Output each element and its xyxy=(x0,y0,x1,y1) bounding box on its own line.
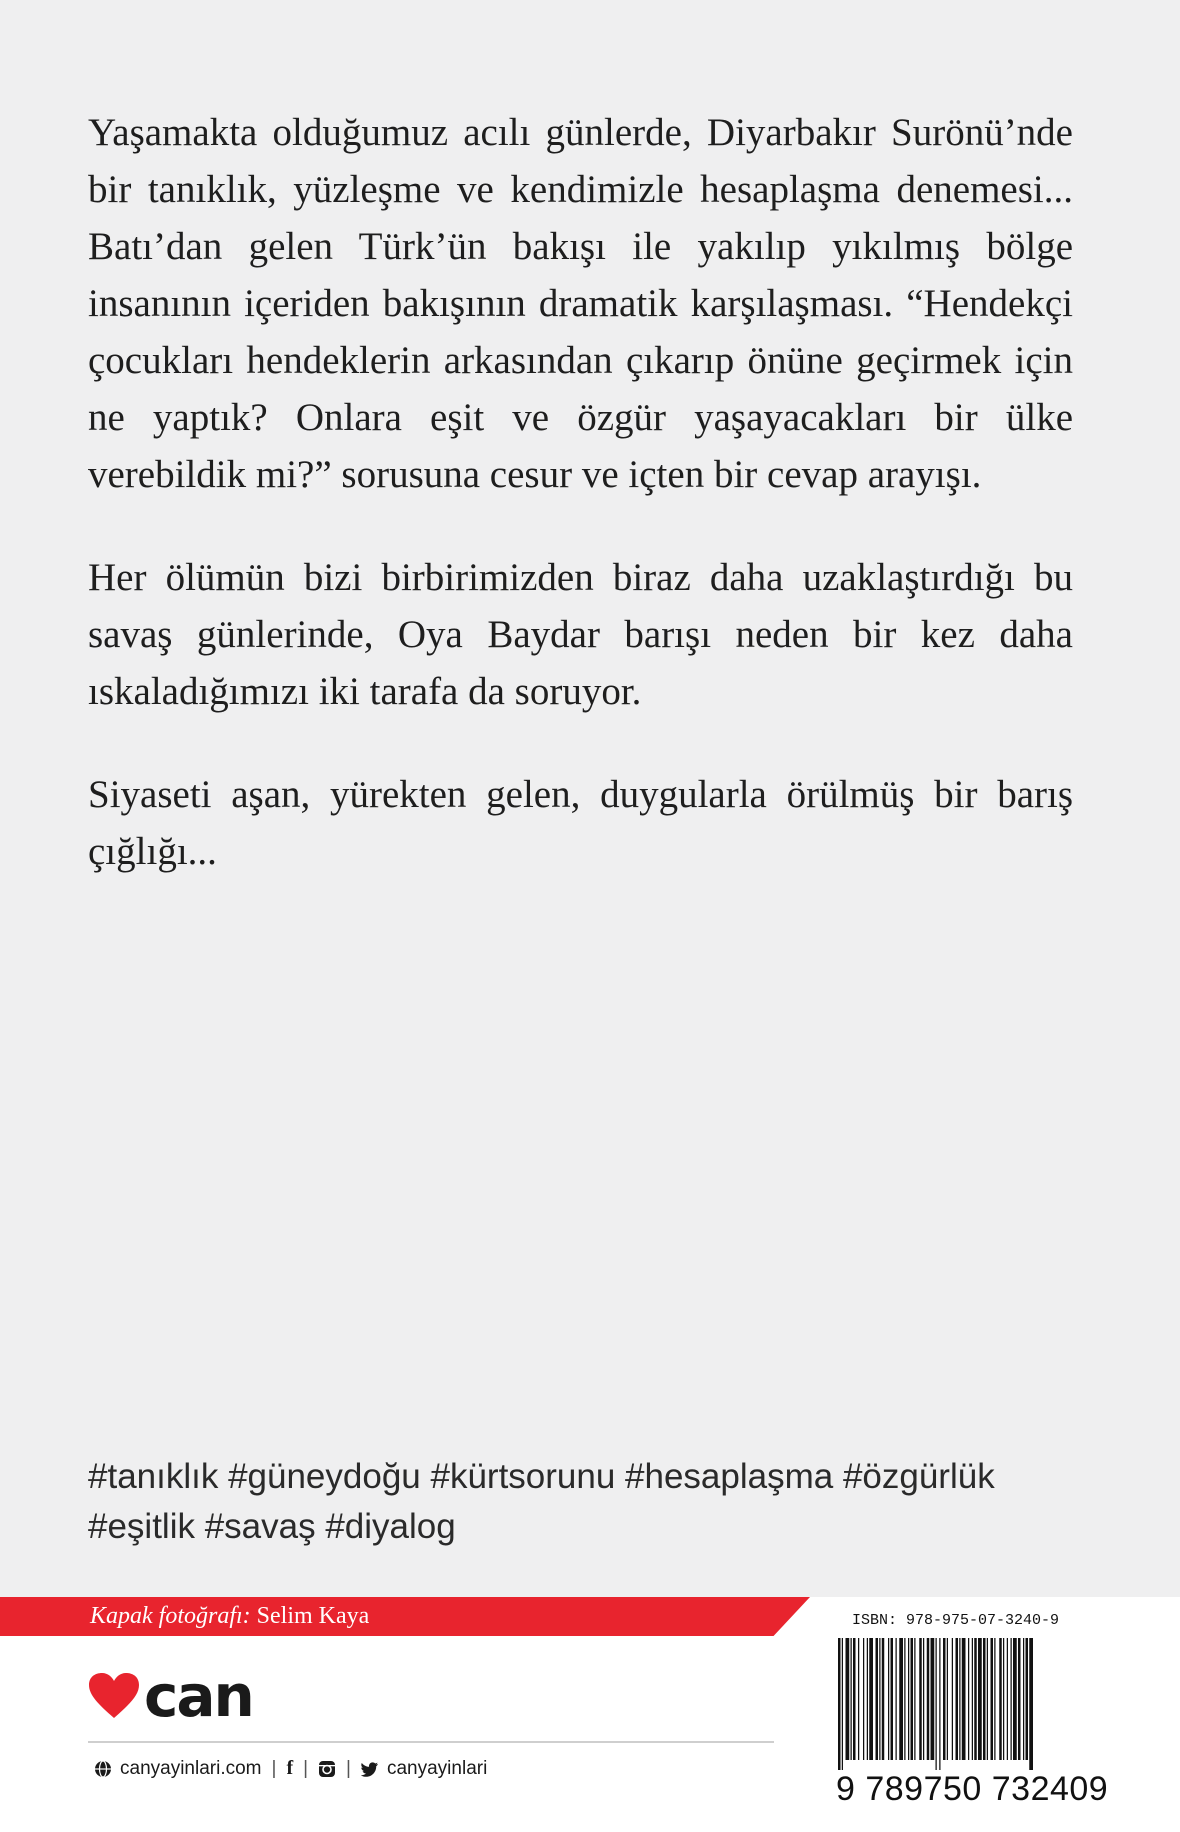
barcode-bar xyxy=(891,1638,894,1760)
barcode-bar xyxy=(869,1638,873,1760)
footer-divider xyxy=(88,1741,774,1743)
barcode-bar xyxy=(899,1638,903,1760)
blurb-paragraph-2: Her ölümün bizi birbirimizden biraz daha uzaklaştırdığı bu savaş günlerinde, Oya Baydar barışı neden bir kez daha ıskaladığımızı iki tarafa da soruyor. xyxy=(88,556,1073,713)
barcode-bar xyxy=(882,1638,885,1760)
barcode-bar xyxy=(842,1638,843,1770)
barcode-bar xyxy=(1011,1638,1012,1760)
barcode-bar xyxy=(879,1638,880,1760)
barcode-bar xyxy=(923,1638,924,1760)
barcode-bar xyxy=(876,1638,879,1760)
publisher-logo xyxy=(88,1662,253,1730)
globe-icon xyxy=(94,1760,112,1778)
barcode-bar xyxy=(972,1638,973,1760)
barcode-bar xyxy=(987,1638,988,1760)
barcode-bar xyxy=(959,1638,960,1760)
barcode-bar xyxy=(1018,1638,1021,1760)
barcode-bar xyxy=(1023,1638,1024,1760)
photo-credit-label: Kapak fotoğrafı: xyxy=(90,1603,251,1629)
barcode-bar xyxy=(914,1638,915,1760)
barcode-bar xyxy=(851,1638,852,1760)
barcode-bars xyxy=(836,1638,1100,1770)
barcode-bar xyxy=(947,1638,948,1760)
isbn-label: ISBN: 978-975-07-3240-9 xyxy=(852,1612,1060,1629)
barcode-bar xyxy=(999,1638,1002,1760)
barcode-bar xyxy=(1029,1638,1033,1770)
heart-icon xyxy=(88,1672,140,1720)
facebook-icon[interactable]: f xyxy=(286,1757,294,1779)
barcode-bar xyxy=(863,1638,864,1760)
barcode-bar xyxy=(838,1638,841,1770)
twitter-handle[interactable]: canyayinlari xyxy=(386,1757,488,1779)
barcode-bar xyxy=(1013,1638,1017,1760)
barcode-bar xyxy=(936,1638,937,1770)
barcode-bar xyxy=(1003,1638,1004,1760)
barcode-bar xyxy=(978,1638,982,1760)
publisher-logo-text: can xyxy=(144,1662,253,1730)
barcode-bar xyxy=(846,1638,850,1760)
barcode-bar xyxy=(908,1638,909,1760)
barcode-bar xyxy=(1026,1638,1029,1760)
hashtag-list xyxy=(88,1452,1073,1552)
barcode-bar xyxy=(904,1638,905,1760)
barcode-bar xyxy=(974,1638,977,1760)
barcode-bar xyxy=(991,1638,994,1760)
barcode-bar xyxy=(858,1638,859,1760)
photo-credit xyxy=(90,1603,369,1630)
barcode-bar xyxy=(956,1638,959,1760)
barcode-bar xyxy=(952,1638,953,1760)
photo-credit-name: Selim Kaya xyxy=(256,1603,370,1629)
back-cover-blurb xyxy=(88,104,1073,926)
separator: | xyxy=(303,1757,309,1779)
barcode-bar xyxy=(983,1638,986,1760)
hashtag-line-1: #tanıklık #güneydoğu #kürtsorunu #hesaplaşma #özgürlük xyxy=(88,1457,995,1496)
barcode-bar xyxy=(939,1638,940,1770)
barcode-bar xyxy=(968,1638,969,1760)
publisher-links xyxy=(94,1757,487,1780)
website-link[interactable]: canyayinlari.com xyxy=(120,1757,262,1779)
barcode-bar xyxy=(994,1638,995,1760)
instagram-icon[interactable] xyxy=(318,1760,336,1778)
barcode-bar xyxy=(943,1638,946,1760)
blurb-paragraph-1: Yaşamakta olduğumuz acılı günlerde, Diyarbakır Surönü’nde bir tanıklık, yüzleşme ve kendimizle hesaplaşma denemesi... Batı’dan gelen Türk’ün bakışı ile yakılıp yıkılmış bölge insanının içeriden bakışının dramatik karşılaşması. “Hendekçi çocukları hendeklerin arkasından çıkarıp önüne geçirmek için ne yaptık? Onlara eşit ve özgür yaşayacakları bir ülke verebildik mi?” sorusuna cesur ve içten bir cevap arayışı. xyxy=(88,111,1073,496)
hashtag-line-2: #eşitlik #savaş #diyalog xyxy=(88,1507,456,1546)
barcode-bar xyxy=(853,1638,856,1760)
separator: | xyxy=(346,1757,351,1779)
barcode-bar xyxy=(962,1638,966,1760)
barcode-bar xyxy=(919,1638,922,1760)
barcode-bar xyxy=(888,1638,889,1760)
twitter-icon xyxy=(361,1760,379,1778)
isbn-barcode xyxy=(836,1612,1109,1824)
isbn-digits: 9 789750 732409 xyxy=(836,1770,1109,1808)
barcode-bar xyxy=(867,1638,868,1760)
blurb-paragraph-3: Siyaseti aşan, yürekten gelen, duygularla örülmüş bir barış çığlığı... xyxy=(88,773,1073,873)
barcode-bar xyxy=(896,1638,897,1760)
separator: | xyxy=(271,1757,277,1779)
barcode-bar xyxy=(931,1638,935,1760)
barcode-bar xyxy=(927,1638,930,1760)
barcode-bar xyxy=(1007,1638,1008,1760)
barcode-bar xyxy=(911,1638,914,1760)
